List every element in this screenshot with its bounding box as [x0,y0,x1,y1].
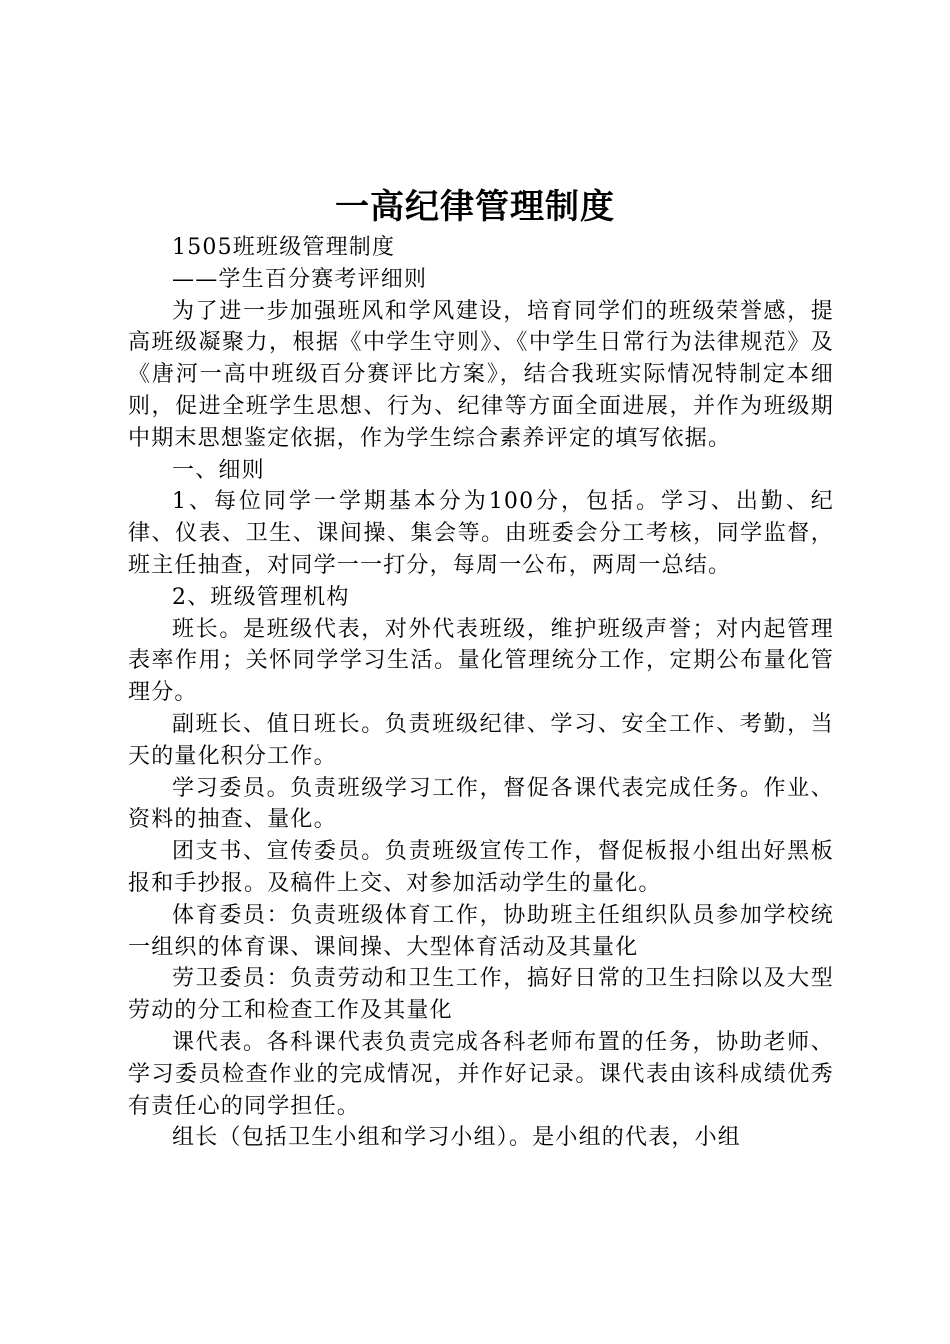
paragraph-sports-committee: 体育委员：负责班级体育工作，协助班主任组织队员参加学校统一组织的体育课、课间操、大型体育活动及其量化 [128,902,834,960]
paragraph-study-committee: 学习委员。负责班级学习工作，督促各课代表完成任务。作业、资料的抽查、量化。 [128,775,834,833]
document-body [128,232,834,1154]
paragraph-monitor: 班长。是班级代表，对外代表班级，维护班级声誉；对内起管理表率作用；关怀同学学习生活。量化管理统分工作，定期公布量化管理分。 [128,616,834,706]
paragraph-subject-rep: 课代表。各科课代表负责完成各科老师布置的任务，协助老师、学习委员检查作业的完成情况，并作好记录。课代表由该科成绩优秀有责任心的同学担任。 [128,1029,834,1119]
paragraph-intro: 为了进一步加强班风和学风建设，培育同学们的班级荣誉感，提高班级凝聚力，根据《中学生守则》、《中学生日常行为法律规范》及《唐河一高中班级百分赛评比方案》，结合我班实际情况特制定本细则，促进全班学生思想、行为、纪律等方面全面进展，并作为班级期中期末思想鉴定依据，作为学生综合素养评定的填写依据。 [128,298,834,451]
paragraph-league-secretary: 团支书、宣传委员。负责班级宣传工作，督促板报小组出好黑板报和手抄报。及稿件上交、对参加活动学生的量化。 [128,839,834,896]
paragraph-rule-2-heading: 2、班级管理机构 [172,584,350,610]
paragraph-group-leader: 组长（包括卫生小组和学习小组）。是小组的代表，小组 [172,1125,742,1151]
document-title: 一高纪律管理制度 [335,187,615,227]
paragraph-subtitle: ——学生百分赛考评细则 [172,266,428,292]
paragraph-labor-committee: 劳卫委员：负责劳动和卫生工作，搞好日常的卫生扫除以及大型劳动的分工和检查工作及其量化 [128,966,834,1024]
paragraph-vice-monitor: 副班长、值日班长。负责班级纪律、学习、安全工作、考勤，当天的量化积分工作。 [128,711,834,769]
paragraph-rule-1: 1、每位同学一学期基本分为100分，包括。学习、出勤、纪律、仪表、卫生、课间操、集会等。由班委会分工考核，同学监督，班主任抽查，对同学一一打分，每周一公布，两周一总结。 [128,489,834,578]
section-heading-rules: 一、细则 [172,457,265,483]
paragraph-class-name: 1505班班级管理制度 [172,235,396,260]
